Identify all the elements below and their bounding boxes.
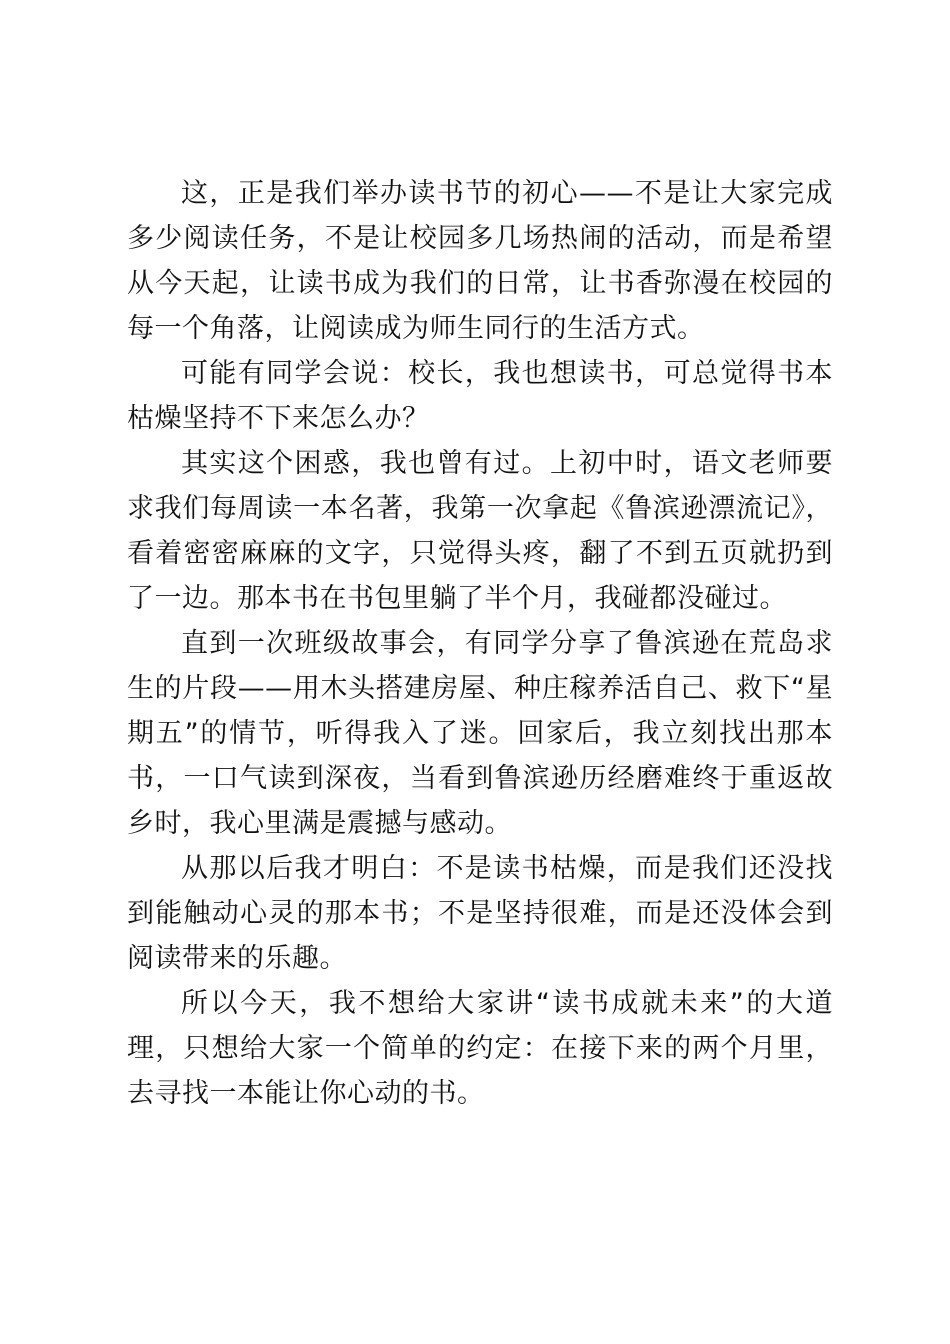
paragraph-6: 所以今天，我不想给大家讲“读书成就未来”的大道理，只想给大家一个简单的约定：在接下来的两个月里，去寻找一本能让你心动的书。 [127, 988, 833, 1109]
paragraph-5: 从那以后我才明白：不是读书枯燥，而是我们还没找到能触动心灵的那本书；不是坚持很难，而是还没体会到阅读带来的乐趣。 [127, 853, 833, 974]
paragraph-4: 直到一次班级故事会，有同学分享了鲁滨逊在荒岛求生的片段——用木头搭建房屋、种庄稼养活自己、救下“星期五”的情节，听得我入了迷。回家后，我立刻找出那本书，一口气读到深夜，当看到鲁滨逊历经磨难终于重返故乡时，我心里满是震撼与感动。 [127, 628, 833, 839]
paragraph-3: 其实这个困惑，我也曾有过。上初中时，语文老师要求我们每周读一本名著，我第一次拿起《鲁滨逊漂流记》，看着密密麻麻的文字，只觉得头疼，翻了不到五页就扔到了一边。那本书在书包里躺了半个月，我碰都没碰过。 [127, 448, 833, 614]
paragraph-2: 可能有同学会说：校长，我也想读书，可总觉得书本枯燥坚持不下来怎么办？ [127, 358, 833, 434]
document-body [127, 171, 833, 1116]
paragraph-1: 这，正是我们举办读书节的初心——不是让大家完成多少阅读任务，不是让校园多几场热闹的活动，而是希望从今天起，让读书成为我们的日常，让书香弥漫在校园的每一个角落，让阅读成为师生同行的生活方式。 [127, 178, 833, 344]
